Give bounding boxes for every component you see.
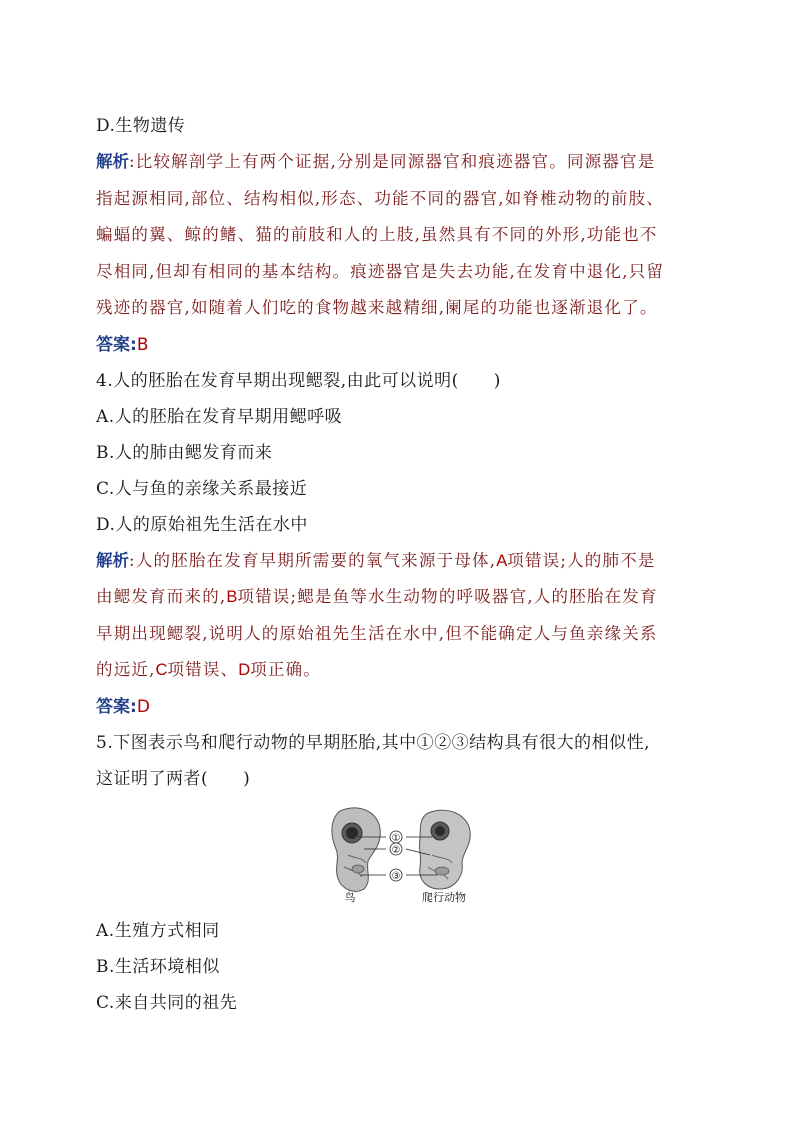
explanation-text: 项错误;鳃是鱼等水生动物的呼吸器官,人的胚胎在发育	[237, 587, 658, 606]
explanation-tag: 解析	[96, 152, 129, 171]
q3-answer	[96, 327, 706, 363]
q5-stem-line2: 这证明了两者( )	[96, 768, 251, 789]
explanation-tag: 解析	[96, 550, 129, 570]
q4-answer	[96, 689, 706, 725]
embryo-figure	[328, 805, 488, 905]
q4-option-a: A.人的胚胎在发育早期用鳃呼吸	[96, 406, 343, 427]
explanation-text: :人的胚胎在发育早期所需要的氧气来源于母体,	[129, 550, 497, 570]
answer-label: 答案:	[96, 696, 137, 717]
q4-option-b: B.人的肺由鳃发育而来	[96, 442, 273, 463]
explanation-text: 由鳃发育而来的,	[96, 587, 227, 606]
option-letter: C	[155, 661, 168, 679]
explanation-text: :比较解剖学上有两个证据,分别是同源器官和痕迹器官。同源器官是	[129, 152, 656, 171]
option-letter: D	[238, 661, 251, 679]
marker-1: ①	[391, 832, 401, 844]
reptile-embryo	[419, 810, 470, 889]
label-bird: 鸟	[344, 890, 356, 904]
explanation-text: 项错误、	[167, 660, 239, 679]
explanation-text: 的远近,	[96, 660, 156, 679]
answer-value: B	[136, 334, 149, 355]
option-letter: A	[496, 551, 508, 570]
explanation-text: 指起源相同,部位、结构相似,形态、功能不同的器官,如脊椎动物的前肢、	[96, 188, 665, 208]
explanation-text: 项正确。	[250, 660, 322, 679]
q3-option-d: D.生物遗传	[96, 116, 186, 136]
answer-value: D	[136, 696, 150, 717]
q5-option-b: B.生活环境相似	[96, 956, 220, 977]
answer-label: 答案:	[96, 334, 137, 355]
q5-option-c: C.来自共同的祖先	[96, 992, 238, 1013]
marker-3: ③	[391, 870, 401, 882]
q3-explanation	[96, 144, 706, 327]
explanation-text: 尽相同,但却有相同的基本结构。痕迹器官是失去功能,在发育中退化,只留	[96, 261, 665, 281]
q5-option-a: A.生殖方式相同	[96, 920, 220, 941]
explanation-text: 早期出现鳃裂,说明人的原始祖先生活在水中,但不能确定人与鱼亲缘关系	[96, 623, 658, 643]
q5-stem-line1: 5.下图表示鸟和爬行动物的早期胚胎,其中①②③结构具有很大的相似性,	[96, 732, 651, 753]
embryo-illustration	[328, 805, 488, 905]
explanation-text: 项错误;人的肺不是	[507, 550, 656, 570]
q4-option-c: C.人与鱼的亲缘关系最接近	[96, 478, 308, 499]
marker-2: ②	[391, 844, 401, 856]
label-reptile: 爬行动物	[422, 890, 466, 904]
explanation-text: 残迹的器官,如随着人们吃的食物越来越精细,阑尾的功能也逐渐退化了。	[96, 298, 658, 317]
document-page	[96, 108, 706, 1021]
q4-option-d: D.人的原始祖先生活在水中	[96, 514, 308, 535]
option-letter: B	[226, 588, 238, 606]
q4-stem: 4.人的胚胎在发育早期出现鳃裂,由此可以说明( )	[96, 370, 501, 391]
q4-explanation	[96, 543, 706, 689]
explanation-text: 蝙蝠的翼、鲸的鳍、猫的前肢和人的上肢,虽然具有不同的外形,功能也不	[96, 225, 658, 244]
bird-embryo	[332, 807, 380, 890]
